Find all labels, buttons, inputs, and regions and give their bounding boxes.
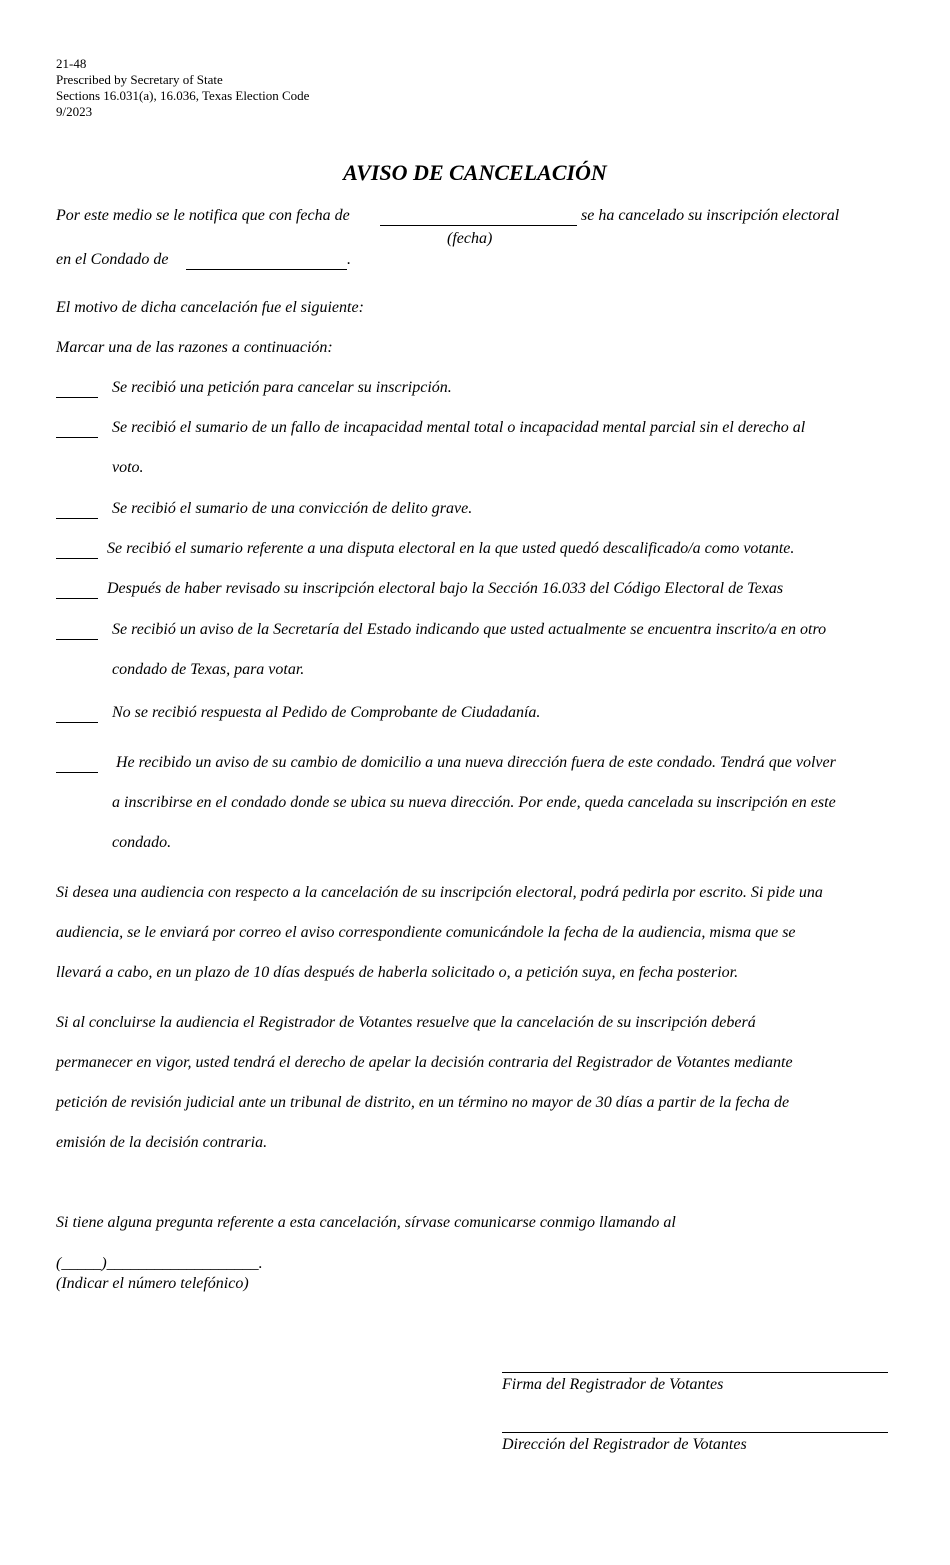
county-suffix: .	[347, 251, 351, 268]
phone-blank-field[interactable]: (_____)___________________.	[56, 1255, 263, 1272]
appeal-paragraph-line: petición de revisión judicial ante un tribunal de distrito, en un término no mayor de 30 días a partir de la fecha de	[56, 1094, 790, 1111]
reason-text: Se recibió el sumario de una convicción de delito grave.	[112, 500, 473, 517]
reason-text: Se recibió el sumario referente a una disputa electoral en la que usted quedó descalificado/a como votante.	[107, 540, 795, 557]
intro-text-1: Por este medio se le notifica que con fecha de	[56, 207, 350, 224]
appeal-paragraph-line: emisión de la decisión contraria.	[56, 1134, 268, 1151]
signature-label: Firma del Registrador de Votantes	[502, 1376, 724, 1393]
reason-text: He recibido un aviso de su cambio de domicilio a una nueva dirección fuera de este condado. Tendrá que volver	[116, 754, 836, 771]
address-label: Dirección del Registrador de Votantes	[502, 1436, 747, 1453]
reason-heading: El motivo de dicha cancelación fue el siguiente:	[56, 299, 364, 316]
reason-checkbox-blank[interactable]	[56, 383, 98, 398]
form-date: 9/2023	[56, 104, 93, 119]
prescribed-by: Prescribed by Secretary of State	[56, 72, 223, 87]
address-line[interactable]	[502, 1432, 888, 1433]
reason-text: Se recibió una petición para cancelar su inscripción.	[112, 379, 452, 396]
county-blank-field[interactable]	[186, 255, 347, 270]
date-blank-field[interactable]	[380, 211, 577, 226]
reason-text: Se recibió el sumario de un fallo de incapacidad mental total o incapacidad mental parcial sin el derecho al	[112, 419, 806, 436]
phone-label: (Indicar el número telefónico)	[56, 1275, 249, 1292]
county-prefix: en el Condado de	[56, 251, 169, 268]
hearing-paragraph-line: Si desea una audiencia con respecto a la cancelación de su inscripción electoral, podrá pedirla por escrito. Si pide una	[56, 884, 823, 901]
reason-checkbox-blank[interactable]	[56, 544, 98, 559]
appeal-paragraph-line: Si al concluirse la audiencia el Registrador de Votantes resuelve que la cancelación de su inscripción deberá	[56, 1014, 756, 1031]
statute-sections: Sections 16.031(a), 16.036, Texas Election Code	[56, 88, 310, 103]
reason-checkbox-blank[interactable]	[56, 584, 98, 599]
page-title: AVISO DE CANCELACIÓN	[343, 160, 607, 185]
reason-text: Después de haber revisado su inscripción electoral bajo la Sección 16.033 del Código Electoral de Texas	[107, 580, 784, 597]
intro-text-2: se ha cancelado su inscripción electoral	[581, 207, 840, 224]
form-number: 21-48	[56, 56, 87, 71]
mark-instruction: Marcar una de las razones a continuación:	[56, 339, 333, 356]
reason-text: condado de Texas, para votar.	[112, 661, 305, 678]
reason-text: condado.	[112, 834, 172, 851]
reason-checkbox-blank[interactable]	[56, 504, 98, 519]
reason-checkbox-blank[interactable]	[56, 423, 98, 438]
reason-checkbox-blank[interactable]	[56, 625, 98, 640]
hearing-paragraph-line: audiencia, se le enviará por correo el aviso correspondiente comunicándole la fecha de la audiencia, misma que se	[56, 924, 796, 941]
date-field-label: (fecha)	[447, 230, 493, 247]
appeal-paragraph-line: permanecer en vigor, usted tendrá el derecho de apelar la decisión contraria del Registrador de Votantes mediante	[56, 1054, 793, 1071]
reason-text: No se recibió respuesta al Pedido de Comprobante de Ciudadanía.	[112, 704, 541, 721]
hearing-paragraph-line: llevará a cabo, en un plazo de 10 días después de haberla solicitado o, a petición suya, en fecha posterior.	[56, 964, 739, 981]
reason-text: a inscribirse en el condado donde se ubica su nueva dirección. Por ende, queda cancelada su inscripción en este	[112, 794, 836, 811]
signature-line[interactable]	[502, 1372, 888, 1373]
contact-text: Si tiene alguna pregunta referente a esta cancelación, sírvase comunicarse conmigo llamando al	[56, 1214, 676, 1231]
reason-text: Se recibió un aviso de la Secretaría del Estado indicando que usted actualmente se encuentra inscrito/a en otro	[112, 621, 827, 638]
reason-checkbox-blank[interactable]	[56, 758, 98, 773]
reason-text: voto.	[112, 459, 144, 476]
reason-checkbox-blank[interactable]	[56, 708, 98, 723]
